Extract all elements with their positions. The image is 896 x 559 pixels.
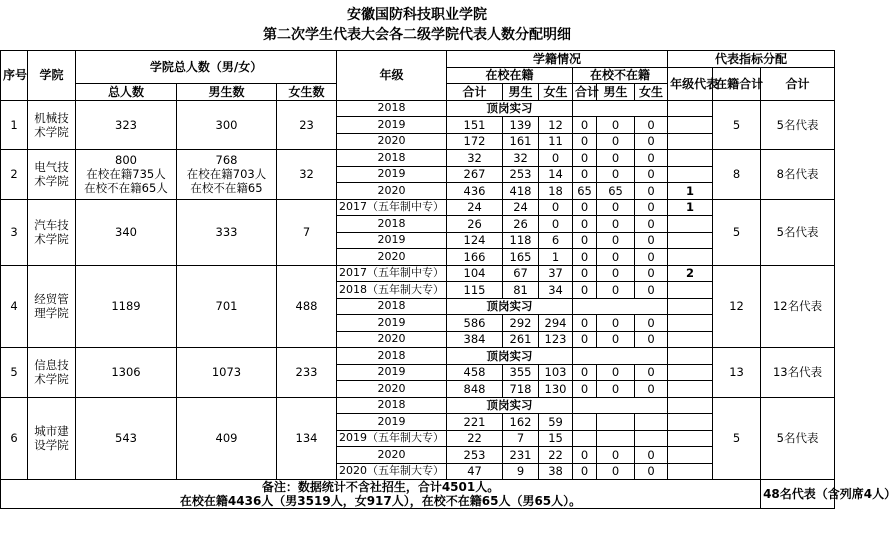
enrolled-value: 32 bbox=[503, 150, 539, 167]
enrolled-value: 115 bbox=[447, 282, 503, 299]
enrolled-value: 118 bbox=[503, 232, 539, 249]
enrolled-value: 24 bbox=[447, 199, 503, 216]
grade-cell: 2020 bbox=[337, 183, 447, 200]
grade-cell: 2019 bbox=[337, 166, 447, 183]
enrolled-value: 24 bbox=[503, 199, 539, 216]
footer-note bbox=[1, 480, 761, 509]
enrolled-value: 355 bbox=[503, 364, 539, 381]
not-enrolled-value: 0 bbox=[635, 216, 668, 233]
enrolled-value: 418 bbox=[503, 183, 539, 200]
grade-rep-value bbox=[668, 315, 713, 332]
not-enrolled-value: 0 bbox=[635, 117, 668, 134]
grade-cell: 2018 bbox=[337, 348, 447, 365]
grade-rep-value bbox=[668, 463, 713, 480]
grade-rep-value bbox=[668, 216, 713, 233]
header-n-sum: 合计 bbox=[573, 84, 597, 101]
college-total: 543 bbox=[76, 397, 177, 480]
header-enrolled: 在校在籍 bbox=[447, 67, 573, 84]
enrolled-value: 34 bbox=[539, 282, 573, 299]
header-n-boys: 男生 bbox=[597, 84, 635, 101]
table-row bbox=[1, 348, 835, 365]
grade-cell: 2020（五年制大专） bbox=[337, 463, 447, 480]
not-enrolled-value: 0 bbox=[573, 232, 597, 249]
enrolled-value: 59 bbox=[539, 414, 573, 431]
enrolled-value: 172 bbox=[447, 133, 503, 150]
enrolled-value: 292 bbox=[503, 315, 539, 332]
not-enrolled-value: 0 bbox=[635, 364, 668, 381]
not-enrolled-value: 0 bbox=[635, 183, 668, 200]
enrolled-value: 261 bbox=[503, 331, 539, 348]
grade-rep-value bbox=[668, 117, 713, 134]
grade-cell: 2018 bbox=[337, 298, 447, 315]
not-enrolled-empty bbox=[573, 397, 668, 414]
enrolled-value: 221 bbox=[447, 414, 503, 431]
not-enrolled-value bbox=[635, 430, 668, 447]
intern-label: 顶岗实习 bbox=[447, 397, 573, 414]
college-seq: 6 bbox=[1, 397, 28, 480]
not-enrolled-value: 0 bbox=[635, 381, 668, 398]
college-name: 信息技术学院 bbox=[28, 348, 76, 398]
enrolled-value: 231 bbox=[503, 447, 539, 464]
grade-cell: 2019 bbox=[337, 315, 447, 332]
intern-label: 顶岗实习 bbox=[447, 100, 573, 117]
grade-rep-value bbox=[668, 298, 713, 315]
not-enrolled-value: 0 bbox=[573, 133, 597, 150]
not-enrolled-value: 0 bbox=[635, 447, 668, 464]
grade-cell: 2020 bbox=[337, 133, 447, 150]
enrolled-value: 718 bbox=[503, 381, 539, 398]
not-enrolled-value: 0 bbox=[573, 315, 597, 332]
grade-rep-value bbox=[668, 249, 713, 266]
enrolled-value: 151 bbox=[447, 117, 503, 134]
college-total: 340 bbox=[76, 199, 177, 265]
not-enrolled-value: 65 bbox=[573, 183, 597, 200]
grade-rep-value bbox=[668, 397, 713, 414]
alloc-total: 5名代表 bbox=[761, 199, 835, 265]
enrolled-value: 848 bbox=[447, 381, 503, 398]
grade-rep-value bbox=[668, 150, 713, 167]
enrolled-value: 253 bbox=[447, 447, 503, 464]
header-e-girls: 女生 bbox=[539, 84, 573, 101]
table-row bbox=[1, 397, 835, 414]
header-grade-rep: 年级代表 bbox=[668, 67, 713, 100]
grade-rep-value bbox=[668, 133, 713, 150]
header-alloc-group: 代表指标分配 bbox=[668, 51, 835, 68]
enrolled-value: 253 bbox=[503, 166, 539, 183]
allocation-table bbox=[0, 50, 896, 509]
college-seq: 3 bbox=[1, 199, 28, 265]
grade-rep-value bbox=[668, 100, 713, 117]
grade-rep-value bbox=[668, 232, 713, 249]
enrolled-value: 166 bbox=[447, 249, 503, 266]
not-enrolled-value: 0 bbox=[597, 315, 635, 332]
college-male: 333 bbox=[177, 199, 277, 265]
grade-rep-value bbox=[668, 447, 713, 464]
college-female: 488 bbox=[277, 265, 337, 348]
grade-cell: 2018 bbox=[337, 100, 447, 117]
alloc-sum: 8 bbox=[713, 150, 761, 200]
alloc-total: 8名代表 bbox=[761, 150, 835, 200]
not-enrolled-value bbox=[573, 414, 597, 431]
college-total: 800 在校在籍735人 在校不在籍65人 bbox=[76, 150, 177, 200]
alloc-sum: 12 bbox=[713, 265, 761, 348]
not-enrolled-value: 0 bbox=[635, 331, 668, 348]
college-total: 1189 bbox=[76, 265, 177, 348]
college-name: 机械技术学院 bbox=[28, 100, 76, 150]
enrolled-value: 26 bbox=[447, 216, 503, 233]
not-enrolled-value: 0 bbox=[635, 232, 668, 249]
college-total: 323 bbox=[76, 100, 177, 150]
grade-cell: 2019 bbox=[337, 414, 447, 431]
alloc-total: 5名代表 bbox=[761, 397, 835, 480]
college-female: 23 bbox=[277, 100, 337, 150]
grade-rep-value bbox=[668, 282, 713, 299]
not-enrolled-value: 0 bbox=[573, 199, 597, 216]
header-enrolled-sum: 在籍合计 bbox=[713, 67, 761, 100]
enrolled-value: 162 bbox=[503, 414, 539, 431]
college-seq: 2 bbox=[1, 150, 28, 200]
college-seq: 5 bbox=[1, 348, 28, 398]
header-grade: 年级 bbox=[337, 51, 447, 101]
enrolled-value: 103 bbox=[539, 364, 573, 381]
not-enrolled-value: 0 bbox=[635, 166, 668, 183]
enrolled-value: 161 bbox=[503, 133, 539, 150]
college-seq: 1 bbox=[1, 100, 28, 150]
table-row bbox=[1, 199, 835, 216]
header-e-sum: 合计 bbox=[447, 84, 503, 101]
not-enrolled-value: 0 bbox=[635, 282, 668, 299]
not-enrolled-empty bbox=[573, 100, 668, 117]
not-enrolled-value bbox=[597, 414, 635, 431]
grade-cell: 2017（五年制中专） bbox=[337, 265, 447, 282]
header-male: 男生数 bbox=[177, 84, 277, 101]
enrolled-value: 22 bbox=[447, 430, 503, 447]
enrolled-value: 436 bbox=[447, 183, 503, 200]
intern-label: 顶岗实习 bbox=[447, 348, 573, 365]
not-enrolled-value: 0 bbox=[573, 463, 597, 480]
not-enrolled-empty bbox=[573, 298, 668, 315]
intern-label: 顶岗实习 bbox=[447, 298, 573, 315]
grade-rep-value bbox=[668, 430, 713, 447]
college-female: 233 bbox=[277, 348, 337, 398]
college-female: 32 bbox=[277, 150, 337, 200]
not-enrolled-value: 0 bbox=[597, 117, 635, 134]
not-enrolled-value: 0 bbox=[597, 364, 635, 381]
college-male: 1073 bbox=[177, 348, 277, 398]
not-enrolled-value: 0 bbox=[597, 232, 635, 249]
college-total: 1306 bbox=[76, 348, 177, 398]
enrolled-value: 12 bbox=[539, 117, 573, 134]
grand-total: 48名代表（含列席4人） bbox=[761, 480, 835, 509]
table-row bbox=[1, 265, 835, 282]
not-enrolled-value: 0 bbox=[573, 381, 597, 398]
footer-row bbox=[1, 480, 835, 509]
not-enrolled-value: 0 bbox=[573, 117, 597, 134]
header-total: 总人数 bbox=[76, 84, 177, 101]
header-female: 女生数 bbox=[277, 84, 337, 101]
college-male: 409 bbox=[177, 397, 277, 480]
alloc-total: 13名代表 bbox=[761, 348, 835, 398]
not-enrolled-value bbox=[573, 430, 597, 447]
enrolled-value: 7 bbox=[503, 430, 539, 447]
enrolled-value: 26 bbox=[503, 216, 539, 233]
enrolled-value: 1 bbox=[539, 249, 573, 266]
enrolled-value: 32 bbox=[447, 150, 503, 167]
enrolled-value: 0 bbox=[539, 216, 573, 233]
enrolled-value: 9 bbox=[503, 463, 539, 480]
grade-cell: 2017（五年制中专） bbox=[337, 199, 447, 216]
grade-cell: 2018（五年制大专） bbox=[337, 282, 447, 299]
note-line-1: 备注：数据统计不含社招生，合计4501人。 bbox=[261, 480, 500, 494]
not-enrolled-value: 65 bbox=[597, 183, 635, 200]
not-enrolled-value: 0 bbox=[573, 364, 597, 381]
grade-cell: 2019（五年制大专） bbox=[337, 430, 447, 447]
college-female: 7 bbox=[277, 199, 337, 265]
not-enrolled-value: 0 bbox=[597, 166, 635, 183]
grade-cell: 2020 bbox=[337, 447, 447, 464]
header-e-boys: 男生 bbox=[503, 84, 539, 101]
not-enrolled-value: 0 bbox=[573, 249, 597, 266]
enrolled-value: 139 bbox=[503, 117, 539, 134]
not-enrolled-value: 0 bbox=[635, 150, 668, 167]
not-enrolled-value: 0 bbox=[573, 150, 597, 167]
not-enrolled-value: 0 bbox=[597, 199, 635, 216]
not-enrolled-value: 0 bbox=[635, 199, 668, 216]
college-name: 城市建设学院 bbox=[28, 397, 76, 480]
enrolled-value: 0 bbox=[539, 150, 573, 167]
college-name: 电气技术学院 bbox=[28, 150, 76, 200]
header-college: 学院 bbox=[28, 51, 76, 101]
college-name: 经贸管理学院 bbox=[28, 265, 76, 348]
grade-rep-value bbox=[668, 331, 713, 348]
grade-rep-value: 2 bbox=[668, 265, 713, 282]
alloc-total: 5名代表 bbox=[761, 100, 835, 150]
enrolled-value: 384 bbox=[447, 331, 503, 348]
grade-rep-value: 1 bbox=[668, 183, 713, 200]
grade-cell: 2018 bbox=[337, 150, 447, 167]
enrolled-value: 104 bbox=[447, 265, 503, 282]
grade-cell: 2018 bbox=[337, 397, 447, 414]
college-male: 701 bbox=[177, 265, 277, 348]
not-enrolled-value: 0 bbox=[573, 447, 597, 464]
college-male: 300 bbox=[177, 100, 277, 150]
not-enrolled-value: 0 bbox=[635, 463, 668, 480]
grade-cell: 2020 bbox=[337, 331, 447, 348]
not-enrolled-value: 0 bbox=[597, 216, 635, 233]
college-female: 134 bbox=[277, 397, 337, 480]
table-row bbox=[1, 100, 835, 117]
not-enrolled-value: 0 bbox=[635, 133, 668, 150]
sheet-subtitle: 第二次学生代表大会各二级学院代表人数分配明细 bbox=[263, 27, 571, 43]
grade-rep-value bbox=[668, 166, 713, 183]
enrolled-value: 0 bbox=[539, 199, 573, 216]
grade-rep-value bbox=[668, 381, 713, 398]
alloc-sum: 5 bbox=[713, 397, 761, 480]
not-enrolled-value: 0 bbox=[573, 265, 597, 282]
enrolled-value: 81 bbox=[503, 282, 539, 299]
not-enrolled-value bbox=[635, 414, 668, 431]
enrolled-value: 124 bbox=[447, 232, 503, 249]
not-enrolled-value bbox=[597, 430, 635, 447]
alloc-sum: 5 bbox=[713, 199, 761, 265]
enrolled-value: 15 bbox=[539, 430, 573, 447]
alloc-sum: 13 bbox=[713, 348, 761, 398]
grade-cell: 2020 bbox=[337, 249, 447, 266]
header-status-group: 学籍情况 bbox=[447, 51, 668, 68]
alloc-total: 12名代表 bbox=[761, 265, 835, 348]
not-enrolled-value: 0 bbox=[635, 265, 668, 282]
enrolled-value: 458 bbox=[447, 364, 503, 381]
not-enrolled-value: 0 bbox=[597, 463, 635, 480]
not-enrolled-value: 0 bbox=[573, 282, 597, 299]
enrolled-value: 130 bbox=[539, 381, 573, 398]
not-enrolled-value: 0 bbox=[597, 249, 635, 266]
header-seq: 序号 bbox=[1, 51, 28, 101]
not-enrolled-value: 0 bbox=[635, 249, 668, 266]
enrolled-value: 267 bbox=[447, 166, 503, 183]
grade-cell: 2019 bbox=[337, 364, 447, 381]
not-enrolled-value: 0 bbox=[597, 150, 635, 167]
enrolled-value: 586 bbox=[447, 315, 503, 332]
not-enrolled-value: 0 bbox=[597, 331, 635, 348]
enrolled-value: 123 bbox=[539, 331, 573, 348]
not-enrolled-value: 0 bbox=[597, 282, 635, 299]
enrolled-value: 294 bbox=[539, 315, 573, 332]
header-total-group: 学院总人数（男/女） bbox=[76, 51, 337, 84]
enrolled-value: 67 bbox=[503, 265, 539, 282]
header-alloc-total: 合计 bbox=[761, 67, 835, 100]
not-enrolled-value: 0 bbox=[573, 166, 597, 183]
grade-cell: 2019 bbox=[337, 117, 447, 134]
enrolled-value: 165 bbox=[503, 249, 539, 266]
note-line-2: 在校在籍4436人（男3519人，女917人），在校不在籍65人（男65人）。 bbox=[179, 494, 582, 508]
not-enrolled-value: 0 bbox=[573, 331, 597, 348]
header-n-girls: 女生 bbox=[635, 84, 668, 101]
not-enrolled-value: 0 bbox=[597, 381, 635, 398]
enrolled-value: 11 bbox=[539, 133, 573, 150]
enrolled-value: 14 bbox=[539, 166, 573, 183]
grade-rep-value: 1 bbox=[668, 199, 713, 216]
grade-cell: 2018 bbox=[337, 216, 447, 233]
not-enrolled-empty bbox=[573, 348, 668, 365]
not-enrolled-value: 0 bbox=[597, 447, 635, 464]
grade-rep-value bbox=[668, 348, 713, 365]
table-row bbox=[1, 150, 835, 167]
grade-cell: 2020 bbox=[337, 381, 447, 398]
alloc-sum: 5 bbox=[713, 100, 761, 150]
grade-rep-value bbox=[668, 414, 713, 431]
not-enrolled-value: 0 bbox=[573, 216, 597, 233]
enrolled-value: 37 bbox=[539, 265, 573, 282]
not-enrolled-value: 0 bbox=[597, 133, 635, 150]
header-not-enrolled: 在校不在籍 bbox=[573, 67, 668, 84]
enrolled-value: 18 bbox=[539, 183, 573, 200]
grade-cell: 2019 bbox=[337, 232, 447, 249]
sheet-title: 安徽国防科技职业学院 bbox=[347, 7, 487, 23]
college-seq: 4 bbox=[1, 265, 28, 348]
enrolled-value: 22 bbox=[539, 447, 573, 464]
enrolled-value: 6 bbox=[539, 232, 573, 249]
college-name: 汽车技术学院 bbox=[28, 199, 76, 265]
not-enrolled-value: 0 bbox=[597, 265, 635, 282]
not-enrolled-value: 0 bbox=[635, 315, 668, 332]
college-male: 768 在校在籍703人 在校不在籍65 bbox=[177, 150, 277, 200]
enrolled-value: 47 bbox=[447, 463, 503, 480]
grade-rep-value bbox=[668, 364, 713, 381]
enrolled-value: 38 bbox=[539, 463, 573, 480]
